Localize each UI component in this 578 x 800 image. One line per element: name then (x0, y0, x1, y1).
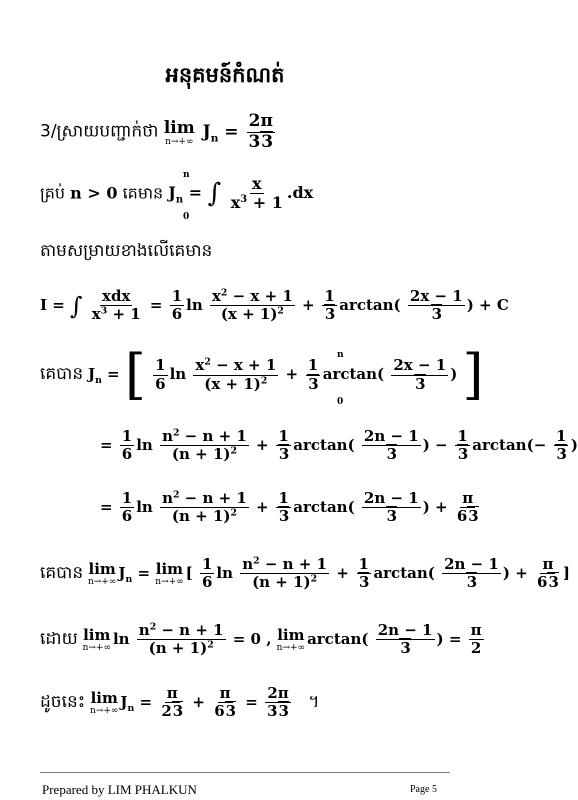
q3-prefix: 3/ស្រាយបញ្ជាក់ថា (40, 121, 159, 142)
gebaan-text: គេបាន (40, 364, 84, 384)
gebaan2-text: គេបាន (40, 562, 84, 583)
bracket-lower-limit: 0 (337, 397, 344, 407)
integral-upper-limit: n (183, 170, 190, 180)
page-number: Page 5 (410, 784, 437, 795)
footer-divider (40, 772, 450, 773)
given-mid: គេមាន (122, 183, 164, 203)
jn-expanded: = $\frac{1}{6}$ ln $\frac{n^2 - n + 1}{(n + 1)^2}$ + $\frac{1}{3}$ arctan( $\frac{2n - 1}{3}$ ) − $\frac{1}{3}$ arctan(− $\frac{1}{3}$ ) (100, 427, 578, 464)
jn-simplified: = $\frac{1}{6}$ ln $\frac{n^2 - n + 1}{(n + 1)^2}$ + $\frac{1}{3}$ arctan( $\frac{2n - 1}{3}$ ) + $\frac{\pi}{63}$ (100, 489, 479, 526)
since-line: ដោយ lim n→+∞ ln $\frac{n^2 - n + 1}{(n + 1)^2}$ = 0 , lim n→+∞ arctan( $\frac{2n - 1}{3}$ ) = $\frac{\pi}{2}$ (40, 621, 482, 658)
bracket-upper-limit: n (337, 350, 344, 360)
page-title (0, 62, 450, 93)
integral-lower-limit: 0 (183, 212, 190, 222)
method-text: តាមសម្រាយខាងលើគេមាន (40, 241, 213, 261)
end-mark: ។ (308, 691, 320, 712)
footer-author: Prepared by LIM PHALKUN (42, 782, 197, 797)
limit-jn: គេបាន lim n→+∞ $J_n$ = lim n→+∞ [ $\frac{1}{6}$ ln $\frac{n^2 - n + 1}{(n + 1)^2}$ + $\frac{1}{3}$ arctan( $\frac{2n - 1}{3}$ ) + $\frac{\pi}{63}$ ] (40, 555, 570, 592)
line-q3 (40, 112, 277, 152)
jn-evaluation: គេបាន $J_n$ = [ $\frac{1}{6}$ ln $\frac{x^2 - x + 1}{(x + 1)^2}$ + $\frac{1}{3}$ arctan( $\frac{2x - 1}{3}$ ) ] (40, 343, 484, 406)
dauchneh-text: ដូចនេះ (40, 691, 86, 712)
q3-formula: lim n→+∞ $J_n$ = $\frac{2\pi}{33}$ (163, 111, 274, 152)
given-formula: $J_n$ = ∫ $\frac{x}{x^3 + 1}$ .dx (168, 174, 314, 213)
conclusion-line: ដូចនេះ lim n→+∞ $J_n$ = $\frac{\pi}{23}$ + $\frac{\pi}{63}$ = $\frac{2\pi}{33}$ ។ (40, 684, 320, 721)
antiderivative-formula: I = ∫ $\frac{\text{xdx}}{x^3 + 1}$ = $\frac{1}{6}$ ln $\frac{x^2 - x + 1}{(x + 1)^2}$ + $\frac{1}{3}$ arctan( $\frac{2x - 1}{3}$ ) + C (40, 287, 509, 324)
daoy-text: ដោយ (40, 628, 78, 649)
given-condition: n > 0 (70, 183, 118, 203)
line-given (40, 175, 313, 213)
given-prefix: គ្រប់ (40, 183, 66, 203)
page-title-text: អនុគមន៍កំណត់ (165, 63, 285, 87)
method-line (40, 240, 212, 265)
